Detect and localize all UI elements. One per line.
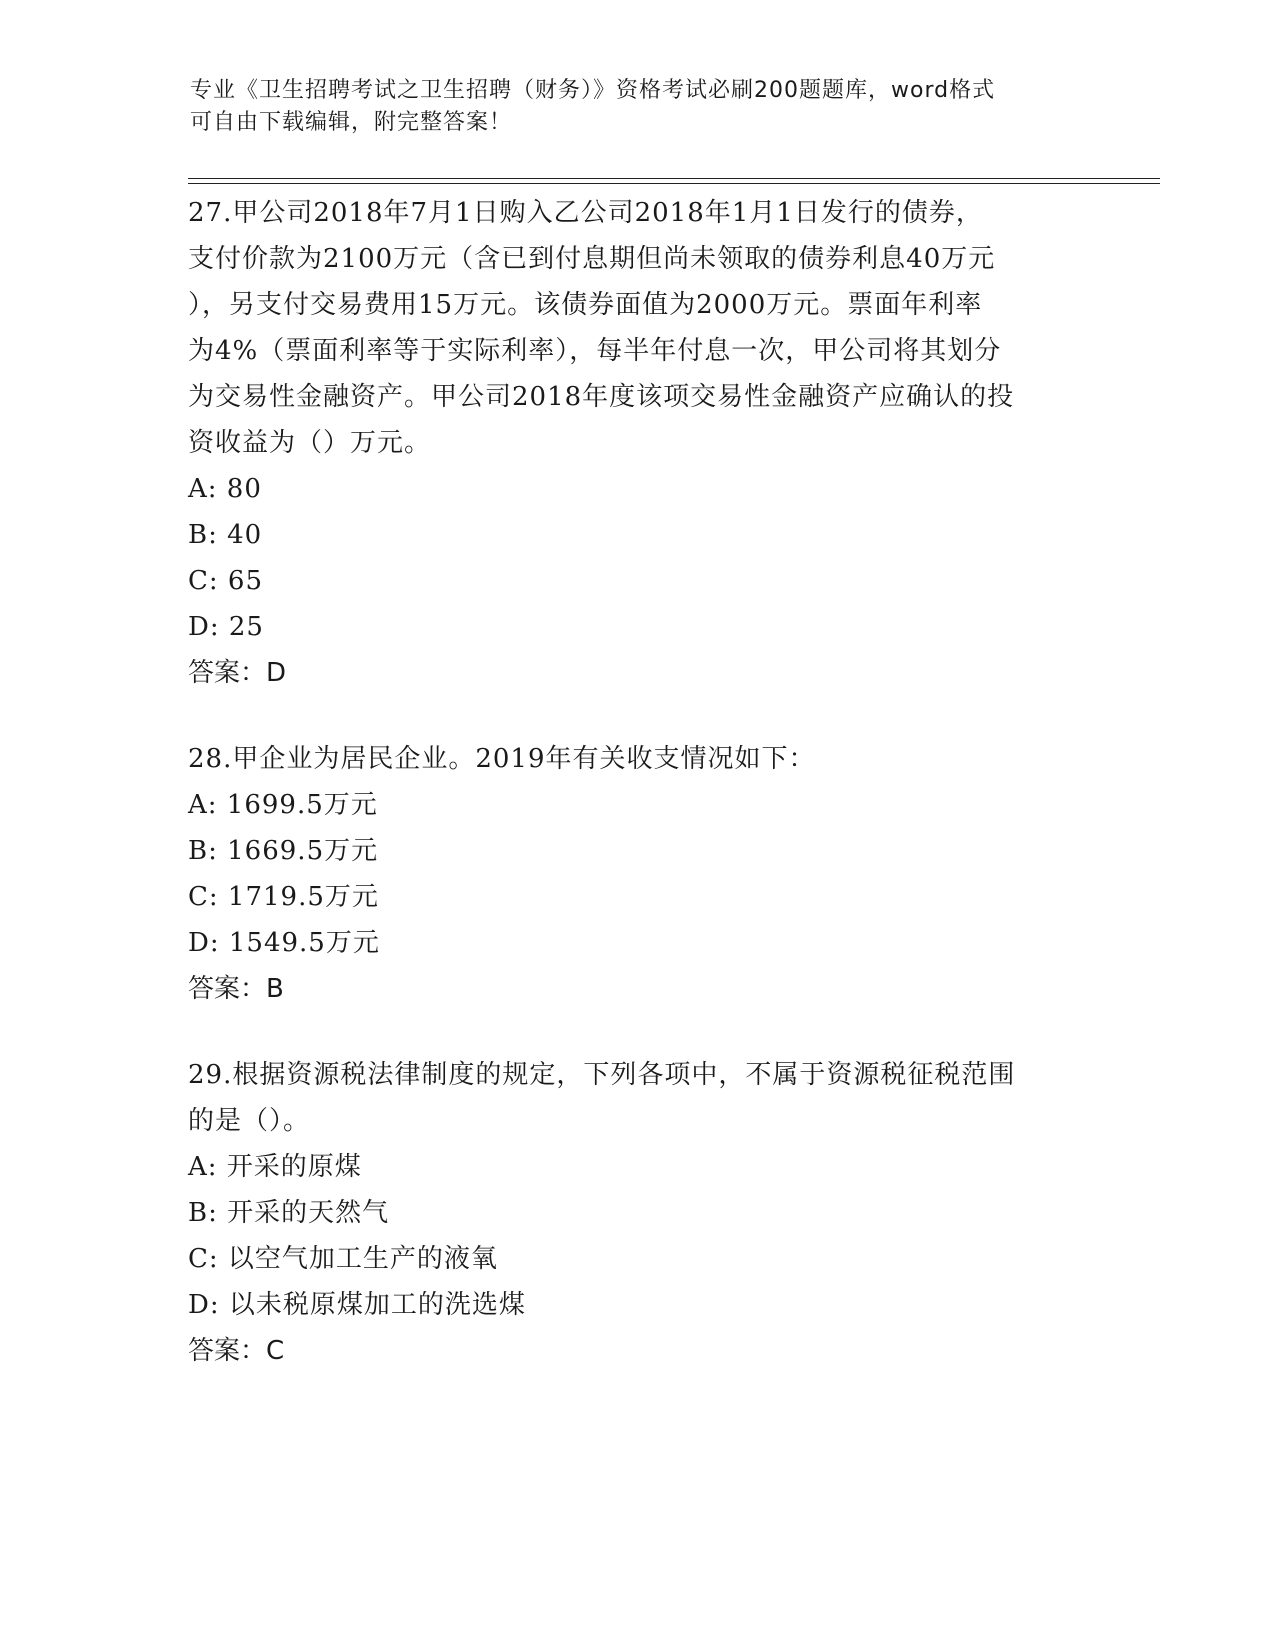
option-c: C: 65 xyxy=(188,566,264,596)
question-27 xyxy=(188,190,1088,696)
header-divider-top xyxy=(188,178,1160,179)
question-text-line: 支付价款为2100万元（含已到付息期但尚未领取的债券利息40万元 xyxy=(188,244,996,274)
option-b: B: 1669.5万元 xyxy=(188,836,379,866)
question-text-line: 28.甲企业为居民企业。2019年有关收支情况如下： xyxy=(188,744,816,774)
option-a: A: 80 xyxy=(188,474,262,504)
option-c: C: 以空气加工生产的液氧 xyxy=(188,1244,498,1274)
question-text-line: 29.根据资源税法律制度的规定，下列各项中，不属于资源税征税范围 xyxy=(188,1060,1016,1090)
option-c: C: 1719.5万元 xyxy=(188,882,379,912)
question-text-line: 资收益为（）万元。 xyxy=(188,428,432,458)
option-a: A: 1699.5万元 xyxy=(188,790,378,820)
question-text-line: ），另支付交易费用15万元。该债券面值为2000万元。票面年利率 xyxy=(188,290,983,320)
question-text-line: 为交易性金融资产。甲公司2018年度该项交易性金融资产应确认的投 xyxy=(188,382,1015,412)
option-a: A: 开采的原煤 xyxy=(188,1152,362,1182)
question-text-line: 27.甲公司2018年7月1日购入乙公司2018年1月1日发行的债券， xyxy=(188,198,983,228)
header-divider-bottom xyxy=(188,183,1160,184)
option-d: D: 25 xyxy=(188,612,264,642)
question-28 xyxy=(188,736,1088,1012)
question-text-line: 的是（）。 xyxy=(188,1106,311,1136)
option-d: D: 以未税原煤加工的洗选煤 xyxy=(188,1290,526,1320)
answer: 答案：D xyxy=(188,658,287,688)
question-list xyxy=(188,190,1088,1414)
header-line-2: 可自由下载编辑，附完整答案！ xyxy=(190,110,513,135)
answer: 答案：B xyxy=(188,974,284,1004)
option-d: D: 1549.5万元 xyxy=(188,928,380,958)
option-b: B: 开采的天然气 xyxy=(188,1198,390,1228)
question-29 xyxy=(188,1052,1088,1374)
question-text-line: 为4%（票面利率等于实际利率），每半年付息一次，甲公司将其划分 xyxy=(188,336,1002,366)
header-line-1: 专业《卫生招聘考试之卫生招聘（财务）》资格考试必刷200题题库，word格式 xyxy=(190,78,996,103)
answer: 答案：C xyxy=(188,1336,285,1366)
option-b: B: 40 xyxy=(188,520,263,550)
document-header xyxy=(190,75,1090,139)
